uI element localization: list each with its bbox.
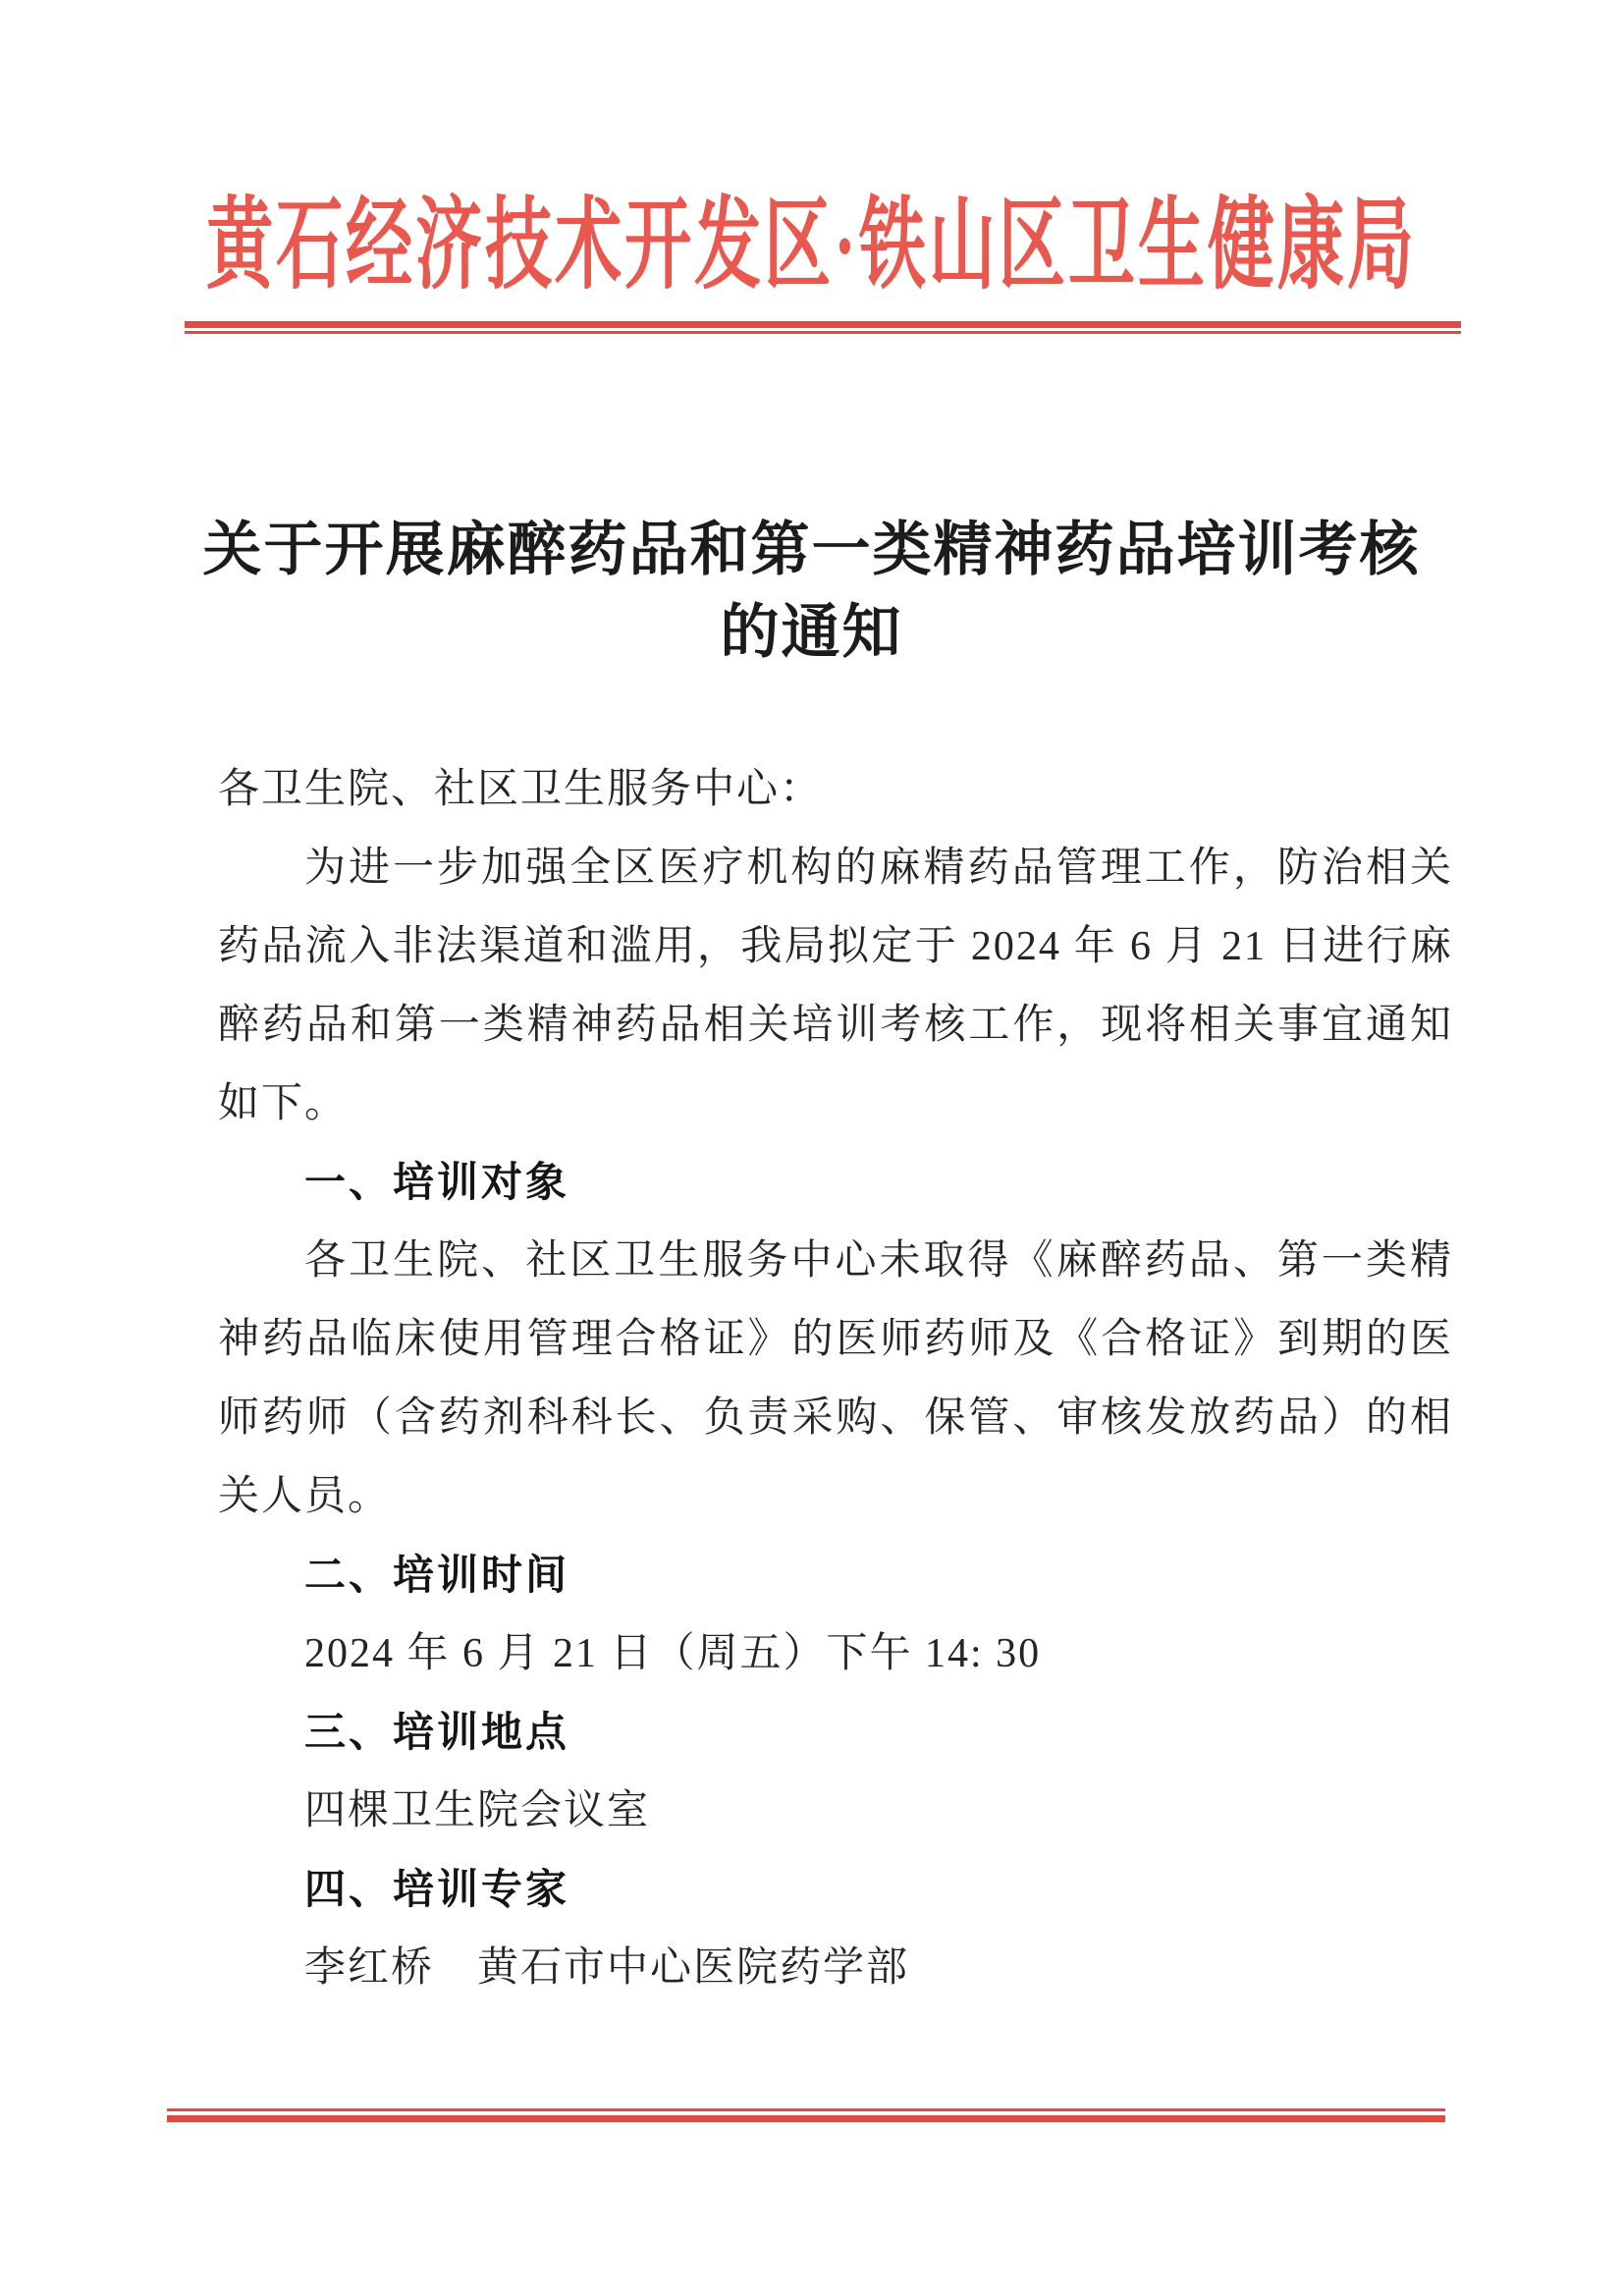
letterhead-rule-thick-bar <box>185 321 1461 328</box>
document-title-line1: 关于开展麻醉药品和第一类精神药品培训考核 <box>202 518 1421 582</box>
letterhead-rule-thin-bar <box>185 331 1461 334</box>
letterhead-double-rule <box>185 321 1461 334</box>
document-title-line2: 的通知 <box>720 600 903 665</box>
section-3-content-training-location: 四棵卫生院会议室 <box>304 1788 651 1833</box>
salutation-line: 各卫生院、社区卫生服务中心： <box>218 767 824 812</box>
section-1-heading-training-target: 一、培训对象 <box>304 1159 570 1205</box>
section-4-content-training-expert: 李红桥 黄石市中心医院药学部 <box>304 1945 910 1991</box>
section-4-heading-training-expert: 四、培训专家 <box>304 1866 570 1912</box>
section-3-heading-training-location: 三、培训地点 <box>304 1709 570 1755</box>
intro-paragraph: 为进一步加强全区医疗机构的麻精药品管理工作，防治相关药品流入非法渠道和滥用，我局拟定于 2024 年 6 月 21 日进行麻醉药品和第一类精神药品相关培训考核工作，现将相关事宜通知如下。 <box>218 846 1453 1126</box>
section-1-content-training-target: 各卫生院、社区卫生服务中心未取得《麻醉药品、第一类精神药品临床使用管理合格证》的医师药师及《合格证》到期的医师药师（含药剂科科长、负责采购、保管、审核发放药品）的相关人员。 <box>218 1238 1453 1519</box>
section-2-heading-training-time: 二、培训时间 <box>304 1552 570 1598</box>
document-title <box>98 509 1525 674</box>
footer-double-rule <box>167 2108 1445 2122</box>
document-body <box>218 750 1453 2007</box>
footer-rule-thick-bar <box>167 2115 1445 2122</box>
letterhead-agency-name: 黄石经济技术开发区·铁山区卫生健康局 <box>206 190 1417 301</box>
footer-rule-thin-bar <box>167 2108 1445 2111</box>
section-2-content-training-time: 2024 年 6 月 21 日（周五）下午 14: 30 <box>304 1631 1042 1676</box>
